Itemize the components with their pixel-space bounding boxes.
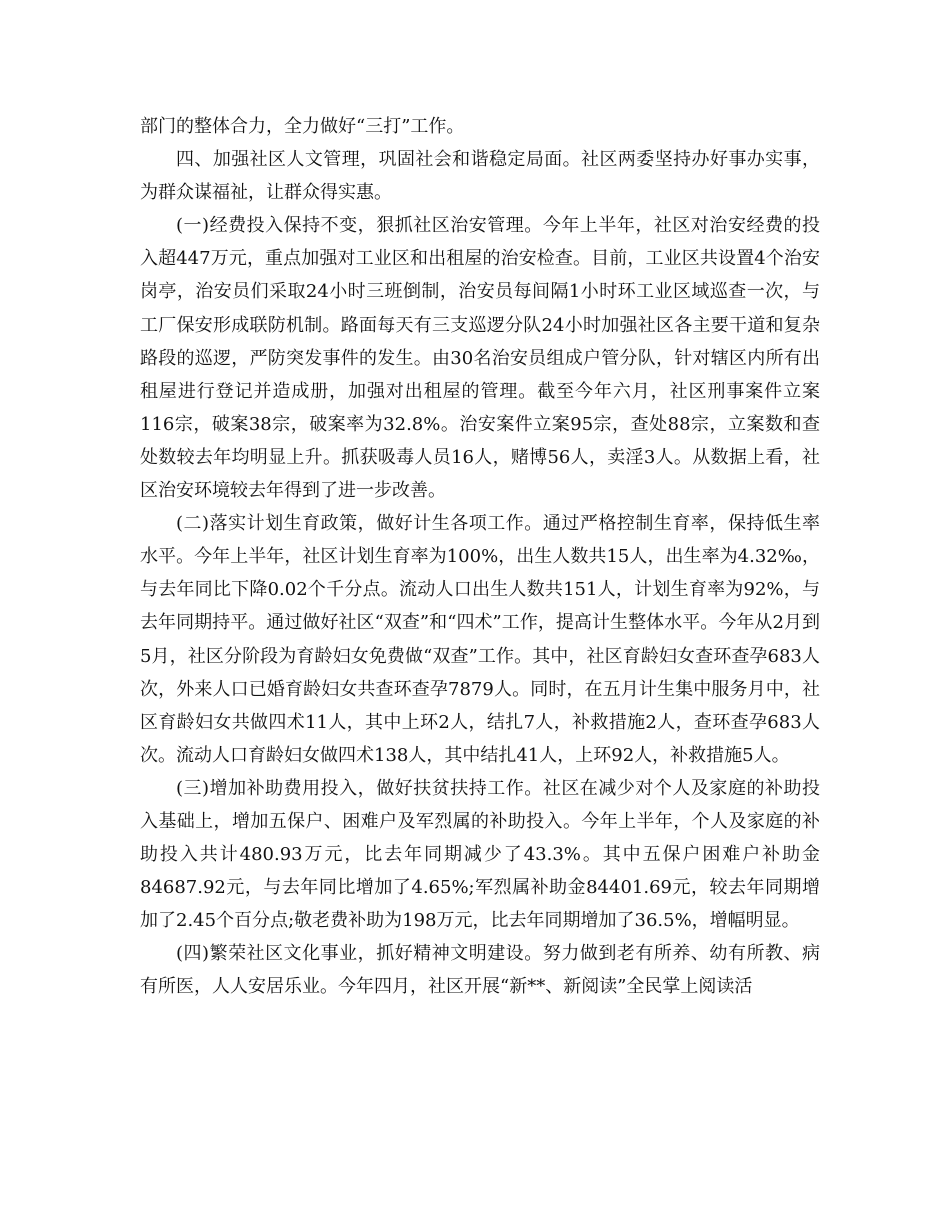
paragraph-continuation: 部门的整体合力，全力做好“三打”工作。 xyxy=(140,116,465,137)
paragraph-family-planning: (二)落实计划生育政策，做好计生各项工作。通过严格控制生育率，保持低生率水平。今年上半年，社区计划生育率为100%，出生人数共15人，出生率为4.32‰，与去年同比下降0.02个千分点。流动人口出生人数共151人，计划生育率为92%，与去年同期持平。通过做好社区“双查”和“四术”工作，提高计生整体水平。今年从2月到5月，社区分阶段为育龄妇女免费做“双查”工作。其中，社区育龄妇女查环查孕683人次，外来人口已婚育龄妇女共查环查孕7879人。同时，在五月计生集中服务月中，社区育龄妇女共做四术11人，其中上环2人，结扎7人，补救措施2人，查环查孕683人次。流动人口育龄妇女做四术138人，其中结扎41人，上环92人，补救措施5人。 xyxy=(140,513,820,766)
paragraph-subsidy-investment: (三)增加补助费用投入，做好扶贫扶持工作。社区在减少对个人及家庭的补助投入基础上，增加五保户、困难户及军烈属的补助投入。今年上半年，个人及家庭的补助投入共计480.93万元，比去年同期减少了43.3%。其中五保户困难户补助金84687.92元，与去年同比增加了4.65%;军烈属补助金84401.69元，较去年同期增加了2.45个百分点;敬老费补助为198万元，比去年同期增加了36.5%，增幅明显。 xyxy=(140,777,820,932)
paragraph-cultural-development: (四)繁荣社区文化事业，抓好精神文明建设。努力做到老有所养、幼有所教、病有所医，人人安居乐业。今年四月，社区开展“新**、新阅读”全民掌上阅读活 xyxy=(140,943,820,998)
paragraph-security-management: (一)经费投入保持不变，狠抓社区治安管理。今年上半年，社区对治安经费的投入超447万元，重点加强对工业区和出租屋的治安检查。目前，工业区共设置4个治安岗亭，治安员们采取24小时三班倒制，治安员每间隔1小时环工业区域巡查一次，与工厂保安形成联防机制。路面每天有三支巡逻分队24小时加强社区各主要干道和复杂路段的巡逻，严防突发事件的发生。由30名治安员组成户管分队，针对辖区内所有出租屋进行登记并造成册，加强对出租屋的管理。截至今年六月，社区刑事案件立案116宗，破案38宗，破案率为32.8%。治安案件立案95宗，查处88宗，立案数和查处数较去年均明显上升。抓获吸毒人员16人，赌博56人，卖淫3人。从数据上看，社区治安环境较去年得到了进一步改善。 xyxy=(140,215,820,502)
paragraph-section-four: 四、加强社区人文管理，巩固社会和谐稳定局面。社区两委坚持办好事办实事，为群众谋福祉，让群众得实惠。 xyxy=(140,149,820,204)
document-body xyxy=(140,110,820,1004)
